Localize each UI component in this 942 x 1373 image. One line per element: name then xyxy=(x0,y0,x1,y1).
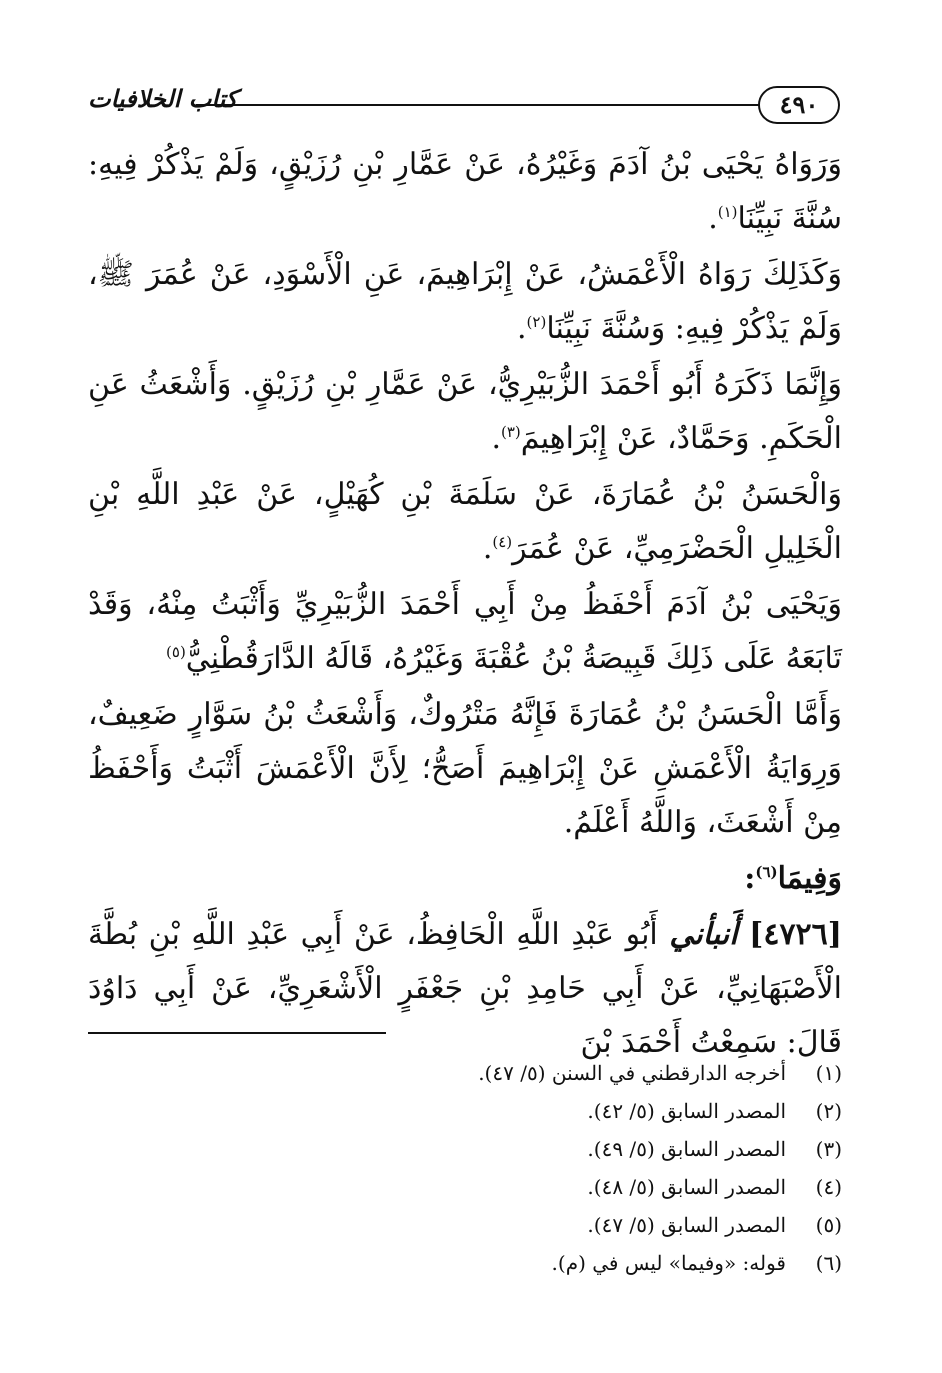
footnote-item xyxy=(88,1168,842,1206)
page-number: ٤٩٠ xyxy=(758,86,840,124)
footnote-marker: (٣) xyxy=(500,423,521,441)
paragraph xyxy=(88,578,842,686)
footnote-item xyxy=(88,1054,842,1092)
footnote-number: (١) xyxy=(815,1061,842,1085)
paragraph-text: وَالْحَسَنُ بْنُ عُمَارَةَ، عَنْ سَلَمَةَ بْنِ كُهَيْلٍ، عَنْ عَبْدِ اللَّهِ بْنِ الْخَلِيلِ الْحَضْرَمِيِّ، عَنْ عُمَرَ xyxy=(88,477,842,566)
paragraph-text: وَيَحْيَى بْنُ آدَمَ أَحْفَظُ مِنْ أَبِي أَحْمَدَ الزُّبَيْرِيِّ وَأَثْبَتُ مِنْهُ، وَقَدْ تَابَعَهُ عَلَى ذَلِكَ قَبِيصَةُ بْنُ عُقْبَةَ وَغَيْرُهُ، قَالَهُ الدَّارَقُطْنِيُّ xyxy=(88,587,842,676)
paragraph-text: وَأَمَّا الْحَسَنُ بْنُ عُمَارَةَ فَإِنَّهُ مَتْرُوكٌ، وَأَشْعَثُ بْنُ سَوَّارٍ ضَعِيفٌ، وَرِوَايَةُ الْأَعْمَشِ عَنْ إِبْرَاهِيمَ أَصَحُّ؛ لِأَنَّ الْأَعْمَشَ أَثْبَتُ وَأَحْفَظُ مِنْ أَشْعَثَ، وَاللَّهُ أَعْلَمُ. xyxy=(88,697,842,840)
hadith-number: [٤٧٢٦] xyxy=(749,917,842,952)
paragraph-text: وَكَذَلِكَ رَوَاهُ الْأَعْمَشُ، عَنْ إِبْرَاهِيمَ، عَنِ الْأَسْوَدِ، عَنْ عُمَرَ ﷺ، وَلَمْ يَذْكُرْ فِيهِ: وَسُنَّةَ نَبِيِّنَا xyxy=(88,257,842,346)
paragraph xyxy=(88,358,842,466)
section-heading xyxy=(88,852,842,906)
footnote-marker: (٦) xyxy=(755,863,778,881)
main-text xyxy=(88,138,842,1072)
section-heading-text: وَفِيمَا xyxy=(777,861,842,896)
paragraph xyxy=(88,248,842,356)
paragraph-text: وَرَوَاهُ يَحْيَى بْنُ آدَمَ وَغَيْرُهُ، عَنْ عَمَّارِ بْنِ رُزَيْقٍ، وَلَمْ يَذْكُرْ فِيهِ: سُنَّةَ نَبِيِّنَا xyxy=(88,147,842,236)
footnote-number: (٢) xyxy=(815,1099,842,1123)
footnote-text: المصدر السابق (٥/ ٤٧). xyxy=(587,1213,786,1237)
footnote-item xyxy=(88,1130,842,1168)
book-title: كتاب الخلافيات xyxy=(88,84,238,113)
hadith-speaker: أَنبأني xyxy=(669,917,738,952)
footnote-text: قوله: «وفيما» ليس في (م). xyxy=(551,1251,786,1275)
footnote-item xyxy=(88,1206,842,1244)
page-header xyxy=(88,80,840,128)
paragraph-terminator: . xyxy=(482,531,493,566)
footnote-text: المصدر السابق (٥/ ٤٢). xyxy=(587,1099,786,1123)
footnote-text: المصدر السابق (٥/ ٤٩). xyxy=(587,1137,786,1161)
paragraph-terminator: . xyxy=(517,311,527,346)
footnote-separator xyxy=(88,1032,386,1034)
footnote-text: أخرجه الدارقطني في السنن (٥/ ٤٧). xyxy=(478,1061,786,1085)
paragraph-terminator: . xyxy=(491,421,501,456)
hadith-text: أَبُو عَبْدِ اللَّهِ الْحَافِظُ، عَنْ أَبِي عَبْدِ اللَّهِ بْنِ بُطَّةَ الْأَصْبَهَانِيِّ، عَنْ أَبِي حَامِدِ بْنِ جَعْفَرٍ الْأَشْعَرِيِّ، عَنْ أَبِي دَاوُدَ قَالَ: سَمِعْتُ أَحْمَدَ بْنَ xyxy=(88,917,842,1060)
paragraph xyxy=(88,468,842,576)
header-rule xyxy=(196,104,760,106)
footnote-item xyxy=(88,1092,842,1130)
paragraph-terminator: . xyxy=(708,201,718,236)
footnote-marker: (٢) xyxy=(526,313,547,331)
footnotes-list xyxy=(88,1054,842,1282)
footnote-number: (٣) xyxy=(815,1137,842,1161)
footnote-marker: (٥) xyxy=(166,643,186,661)
heading-suffix: : xyxy=(744,861,756,896)
paragraph-text: وَإِنَّمَا ذَكَرَهُ أَبُو أَحْمَدَ الزُّبَيْرِيُّ، عَنْ عَمَّارِ بْنِ رُزَيْقٍ. وَأَشْعَثُ عَنِ الْحَكَمِ. وَحَمَّادٌ، عَنْ إِبْرَاهِيمَ xyxy=(88,367,842,456)
footnote-text: المصدر السابق (٥/ ٤٨). xyxy=(587,1175,786,1199)
footnote-item xyxy=(88,1244,842,1282)
paragraph xyxy=(88,688,842,850)
paragraph xyxy=(88,138,842,246)
footnote-number: (٥) xyxy=(815,1213,842,1237)
footnote-marker: (١) xyxy=(717,203,738,221)
footnote-number: (٤) xyxy=(815,1175,842,1199)
hadith-paragraph xyxy=(88,908,842,1070)
footnote-number: (٦) xyxy=(815,1251,842,1275)
footnote-marker: (٤) xyxy=(492,533,513,551)
